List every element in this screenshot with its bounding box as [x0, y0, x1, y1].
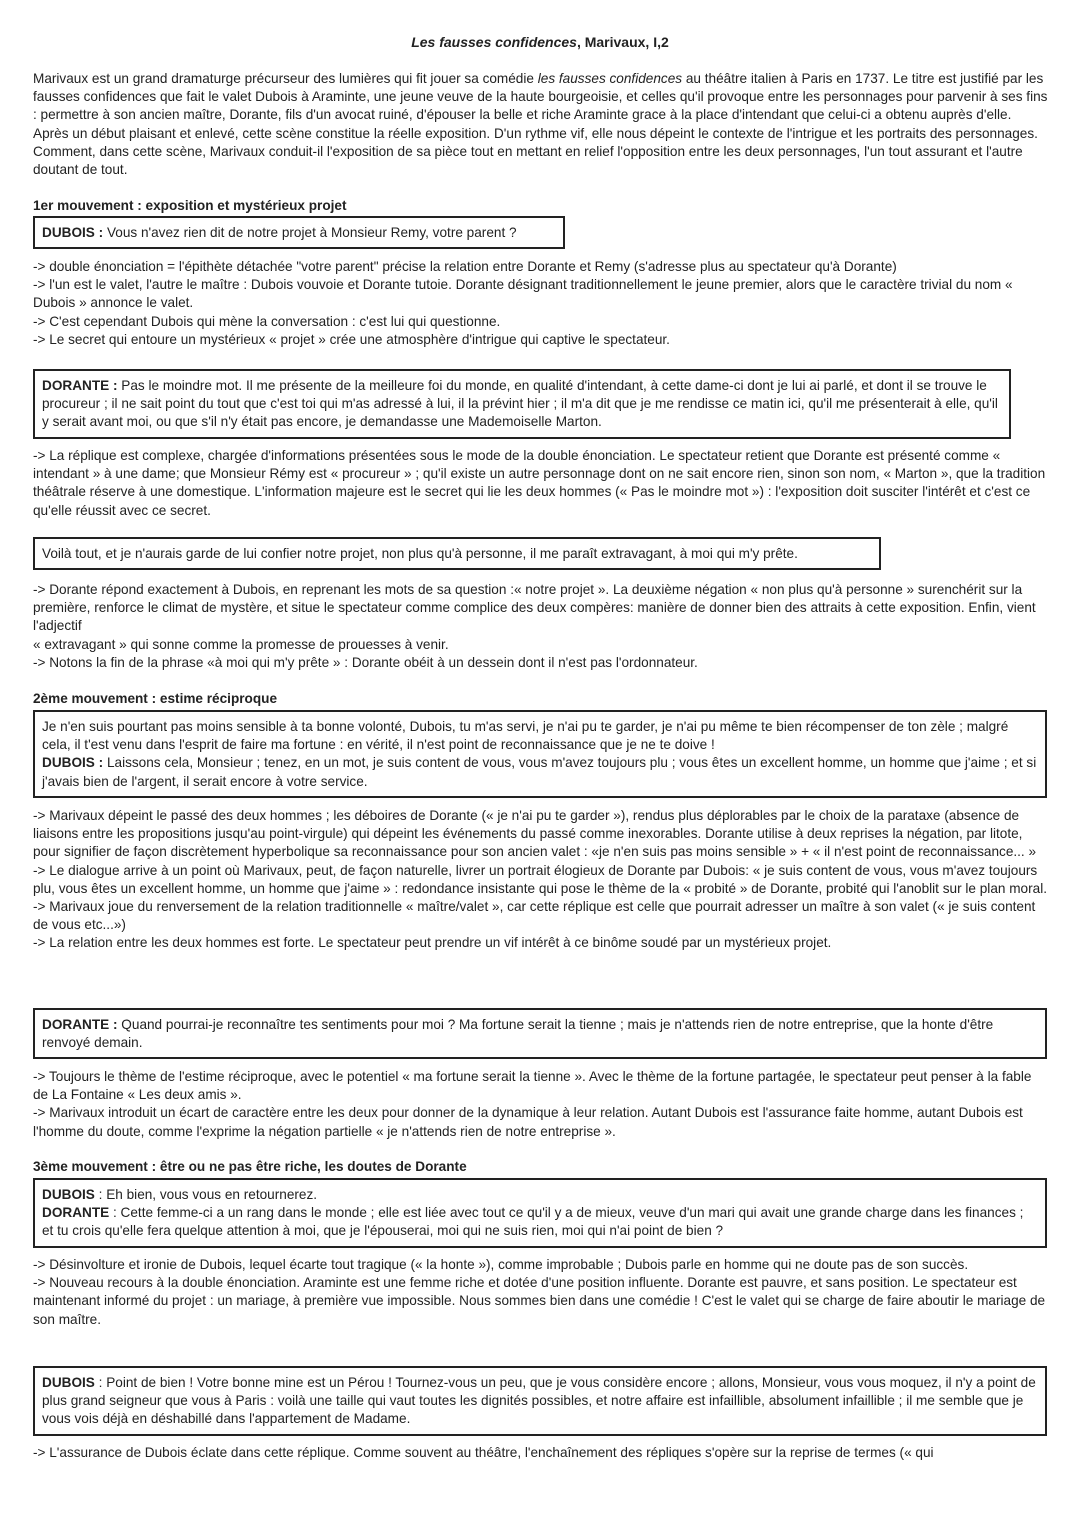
- analysis-block: -> Marivaux dépeint le passé des deux hommes ; les déboires de Dorante (« je n'ai pu te garder »), rendus plus déplorables par le choix de la parataxe (absence de liaisons entre les propositions jusqu'au point-virgule) qui dépeint les événements du passé comme inexorables. Dorante utilise à deux reprises la négation, par litote, pour signifier de façon discrètement hyperbolique sa reconnaissance pour son ancien valet : «je n'en suis pas moins sensible » + « il n'est point de reconnaissance... » -> Le dialogue arrive à un point où Marivaux, peut, de façon naturelle, livrer un portrait élogieux de Dorante par Dubois: « je suis content de vous, vous m'avez toujours plu, vous êtes un excellent homme, un homme que j'aime » : redondance insistante qui pose le thème de la « probité » de Dorante, probité qui l'anoblit sur le plan moral. -> Marivaux joue du renversement de la relation traditionnelle « maître/valet », car cette réplique est celle que pourrait adresser un maître à son valet (« je suis content de vous etc...») -> La relation entre les deux hommes est forte. Le spectateur peut prendre un vif intérêt à ce binôme soudé par un mystérieux projet.: [33, 808, 1047, 951]
- analysis-block: -> Désinvolture et ironie de Dubois, lequel écarte tout tragique (« la honte »), comme improbable ; Dubois parle en homme qui ne doute pas de son succès. -> Nouveau recours à la double énonciation. Araminte est une femme riche et dotée d'une position influente. Dorante est pauvre, et sans position. Le spectateur est maintenant informé du projet : un mariage, à première vue impossible. Nous sommes bien dans une comédie ! C'est le valet qui se charge de faire aboutir le mariage de son maître.: [33, 1257, 1046, 1327]
- quote-box: DUBOIS : Point de bien ! Votre bonne mine est un Pérou ! Tournez-vous un peu, que je vous considère encore ; allons, Monsieur, vous vous moquez, il n'y a point de plus grand seigneur que vous à Paris : voilà une taille qui vaut toutes les dignités possibles, et notre affaire est infaillible, absolument infaillible ; il me semble que je vous vois déjà en déshabillé dans l'appartement de Madame.: [33, 1366, 1047, 1436]
- intro-paragraph: Marivaux est un grand dramaturge précurseur des lumières qui fit jouer sa comédie les fausses confidences au théâtre italien à Paris en 1737. Le titre est justifié par les fausses confidences que fait le valet Dubois à Araminte, une jeune veuve de la haute bourgeoisie, et celles qu'il provoque entre les personnages pour parvenir à ses fins : permettre à son ancien maître, Dorante, fils d'un avocat ruiné, d'épouser la belle et riche Araminte grace à la place d'intendant que celui-ci a obtenu auprès d'elle. Après un début plaisant et enlevé, cette scène constitue la réelle exposition. D'un rythme vif, elle nous dépeint le contexte de l'intrigue et les portraits des personnages. Comment, dans cette scène, Marivaux conduit-il l'exposition de sa pièce tout en mettant en relief l'opposition entre les deux personnages, l'un tout assurant et l'autre doutant de tout.: [33, 71, 1048, 178]
- section-heading-2: 2ème mouvement : estime réciproque: [33, 691, 278, 706]
- section-heading-3: 3ème mouvement : être ou ne pas être riche, les doutes de Dorante: [33, 1159, 467, 1174]
- analysis-block: -> Toujours le thème de l'estime réciproque, avec le potentiel « ma fortune serait la tienne ». Avec le thème de la fortune partagée, le spectateur peut penser à la fable de La Fontaine « Les deux amis ». -> Marivaux introduit un écart de caractère entre les deux pour donner de la dynamique à leur relation. Autant Dubois est l'assurance faite homme, autant Dubois est l'homme du doute, comme l'exprime la négation partielle « je n'attends rien de notre entreprise ».: [33, 1069, 1032, 1139]
- quote-box: DUBOIS : Eh bien, vous vous en retournerez. DORANTE : Cette femme-ci a un rang dans le monde ; elle est liée avec tout ce qu'il y a de mieux, veuve d'un mari qui avait une grande charge dans les finances ; et tu crois qu'elle fera quelque attention à moi, que je l'épouserai, moi qui ne suis rien, moi qui n'ai point de bien ?: [33, 1178, 1047, 1248]
- quote-box: DORANTE : Quand pourrai-je reconnaître tes sentiments pour moi ? Ma fortune serait la tienne ; mais je n'attends rien de notre entreprise, que la honte d'être renvoyé demain.: [33, 1008, 1047, 1059]
- quote-box: DORANTE : Pas le moindre mot. Il me présente de la meilleure foi du monde, en qualité d'intendant, à cette dame-ci dont je lui ai parlé, et dont il se trouve le procureur ; il ne sait point du tout que c'est toi qui m'as adressé à lui, il la prévint hier ; il m'a dit que je me rendisse ce matin ici, qu'il me présenterait à elle, qu'il y serait avant moi, ou que s'il n'y était pas encore, je demandasse une Mademoiselle Marton.: [33, 369, 1011, 439]
- analysis-block: -> L'assurance de Dubois éclate dans cette réplique. Comme souvent au théâtre, l'enchaînement des répliques s'opère sur la reprise de termes (« qui: [33, 1445, 934, 1460]
- quote-box: DUBOIS : Vous n'avez rien dit de notre projet à Monsieur Remy, votre parent ?: [33, 216, 565, 249]
- title-work: Les fausses confidences: [411, 34, 577, 50]
- document-title: [0, 33, 1080, 51]
- section-heading-1: 1er mouvement : exposition et mystérieux projet: [33, 198, 347, 213]
- analysis-block: -> double énonciation = l'épithète détachée "votre parent" précise la relation entre Dorante et Remy (s'adresse plus au spectateur qu'à Dorante) -> l'un est le valet, l'autre le maître : Dubois vouvoie et Dorante tutoie. Dorante désignant traditionnellement le jeune premier, alors que le caractère trivial du nom « Dubois » annonce le valet. -> C'est cependant Dubois qui mène la conversation : c'est lui qui questionne. -> Le secret qui entoure un mystérieux « projet » crée une atmosphère d'intrigue qui captive le spectateur.: [33, 259, 1013, 347]
- quote-box: Voilà tout, et je n'aurais garde de lui confier notre projet, non plus qu'à personne, il me paraît extravagant, à moi qui m'y prête.: [33, 537, 881, 570]
- quote-box: Je n'en suis pourtant pas moins sensible à ta bonne volonté, Dubois, tu m'as servi, je n'ai pu te garder, je n'ai pu même te bien récompenser de ton zèle ; malgré cela, il t'est venu dans l'esprit de faire ma fortune : en vérité, il n'est point de reconnaissance que je ne te doive ! DUBOIS : Laissons cela, Monsieur ; tenez, en un mot, je suis content de vous, vous m'avez toujours plu ; vous êtes un excellent homme, un homme que j'aime ; et si j'avais bien de l'argent, il serait encore à votre service.: [33, 710, 1047, 798]
- analysis-block: -> Dorante répond exactement à Dubois, en reprenant les mots de sa question :« notre projet ». La deuxième négation « non plus qu'à personne » surenchérit sur la première, renforce le climat de mystère, et situe le spectateur comme complice des deux compères: manière de donner bien des attraits à cette exposition. Enfin, vient l'adjectif « extravagant » qui sonne comme la promesse de prouesses à venir. -> Notons la fin de la phrase «à moi qui m'y prête » : Dorante obéit à un dessein dont il n'est pas l'ordonnateur.: [33, 582, 1036, 670]
- title-rest: , Marivaux, I,2: [576, 34, 669, 50]
- analysis-block: -> La réplique est complexe, chargée d'informations présentées sous le mode de la double énonciation. Le spectateur retient que Dorante est présenté comme « intendant » à une dame; que Monsieur Rémy est « procureur » ; qu'il existe un autre personnage dont on ne sait encore rien, sinon son nom, « Marton », que la tradition théâtrale réserve à une domestique. L'information majeure est le secret qui lie les deux hommes (« Pas le moindre mot ») : l'exposition doit susciter l'intérêt et c'est ce qu'elle réussit avec ce secret.: [33, 448, 1046, 518]
